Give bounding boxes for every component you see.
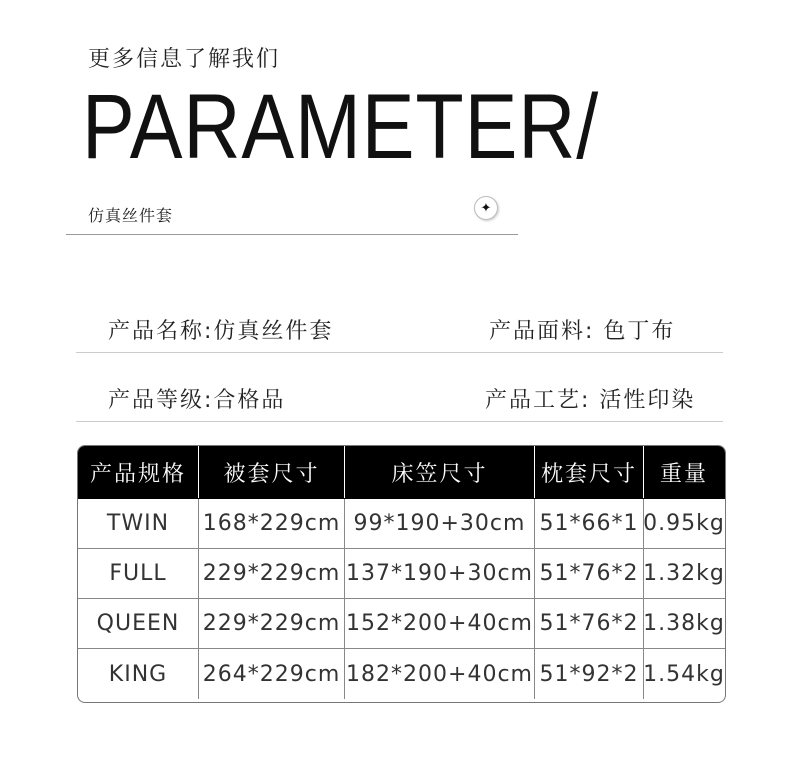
table-cell: 264*229cm: [199, 649, 345, 699]
table-cell: 229*229cm: [199, 549, 345, 598]
table-header-cell: 枕套尺寸: [535, 446, 644, 498]
table-cell: 99*190+30cm: [345, 499, 535, 548]
table-cell: QUEEN: [78, 599, 199, 648]
product-grade-label: 产品等级:合格品: [108, 388, 286, 413]
table-cell: 51*76*2: [535, 599, 644, 648]
table-cell: 229*229cm: [199, 599, 345, 648]
table-cell: FULL: [78, 549, 199, 598]
table-cell: 51*92*2: [535, 649, 644, 699]
table-cell: 51*66*1: [535, 499, 644, 548]
table-cell: 137*190+30cm: [345, 549, 535, 598]
table-header-cell: 被套尺寸: [199, 446, 345, 498]
page-title: PARAMETER/: [82, 76, 600, 178]
table-cell: 152*200+40cm: [345, 599, 535, 648]
product-tag: 仿真丝件套: [88, 206, 174, 225]
product-name-label: 产品名称:仿真丝件套: [108, 319, 334, 344]
table-header-cell: 床笠尺寸: [345, 446, 535, 498]
table-header-row: [78, 446, 725, 499]
subtitle: 更多信息了解我们: [88, 47, 281, 72]
table-header-cell: 重量: [659, 461, 708, 487]
table-cell: 0.95kg: [643, 511, 725, 536]
table-cell: 1.32kg: [643, 561, 725, 586]
info-row: [76, 371, 723, 422]
table-cell: 1.54kg: [643, 661, 725, 687]
star-icon: ✦: [474, 196, 498, 220]
product-process-label: 产品工艺: 活性印染: [485, 388, 696, 413]
table-cell: 1.38kg: [643, 611, 725, 636]
table-cell: 51*76*2: [535, 549, 644, 598]
table-cell: 168*229cm: [199, 499, 345, 548]
table-cell: KING: [78, 649, 199, 699]
info-row: [76, 302, 723, 353]
table-row: [78, 649, 725, 699]
spec-table: [77, 445, 726, 703]
table-cell: TWIN: [78, 499, 199, 548]
product-fabric-label: 产品面料: 色丁布: [489, 319, 676, 344]
table-cell: 182*200+40cm: [345, 649, 535, 699]
table-header-cell: 产品规格: [78, 446, 199, 498]
table-row: [78, 549, 725, 599]
table-row: [78, 599, 725, 649]
header-divider: [66, 234, 518, 235]
table-row: [78, 499, 725, 549]
